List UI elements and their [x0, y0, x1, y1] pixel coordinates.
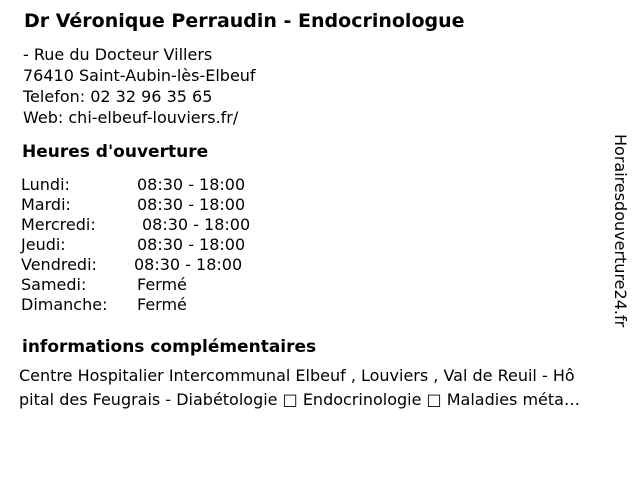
opening-hours-heading: Heures d'ouverture	[22, 142, 209, 162]
hours-row-thursday	[21, 235, 250, 255]
hours-status-closed: Fermé	[137, 275, 187, 294]
additional-info-line: pital des Feugrais - Diabétologie □ Endocrinologie □ Maladies méta…	[19, 390, 580, 409]
hours-time-value: 08:30 - 18:00	[137, 195, 246, 214]
additional-info-heading: informations complémentaires	[22, 337, 317, 357]
opening-hours-table	[21, 175, 250, 315]
hours-row-tuesday	[21, 195, 250, 215]
web-line	[23, 107, 256, 128]
hours-time-value: 08:30 - 18:00	[137, 235, 246, 254]
hours-row-friday	[21, 255, 250, 275]
hours-time-value: 08:30 - 18:00	[134, 255, 243, 274]
additional-info-line: Centre Hospitalier Intercommunal Elbeuf , Louviers , Val de Reuil - Hô	[19, 366, 575, 385]
hours-day-label: Samedi:	[21, 275, 87, 294]
phone-line: Telefon: 02 32 96 35 65	[23, 87, 213, 106]
hours-time-value: 08:30 - 18:00	[142, 215, 251, 234]
page-title: Dr Véronique Perraudin - Endocrinologue	[24, 10, 465, 32]
hours-row-sunday	[21, 295, 250, 315]
hours-day-label: Lundi:	[21, 175, 70, 194]
address-block	[23, 44, 256, 128]
hours-day-label: Mardi:	[21, 195, 71, 214]
address-street: - Rue du Docteur Villers	[23, 45, 213, 64]
hours-status-closed: Fermé	[137, 295, 187, 314]
hours-day-label: Mercredi:	[21, 215, 96, 234]
web-url-link[interactable]: chi-elbeuf-louviers.fr/	[68, 108, 239, 127]
hours-day-label: Dimanche:	[21, 295, 108, 314]
web-label: Web:	[23, 108, 64, 127]
watermark-site-name: Horairesdouverture24.fr	[611, 134, 630, 328]
hours-row-monday	[21, 175, 250, 195]
hours-row-wednesday	[21, 215, 250, 235]
hours-time-value: 08:30 - 18:00	[137, 175, 246, 194]
additional-info-text	[19, 364, 580, 412]
hours-day-label: Jeudi:	[21, 235, 66, 254]
hours-row-saturday	[21, 275, 250, 295]
address-city: 76410 Saint-Aubin-lès-Elbeuf	[23, 66, 256, 85]
hours-day-label: Vendredi:	[21, 255, 97, 274]
